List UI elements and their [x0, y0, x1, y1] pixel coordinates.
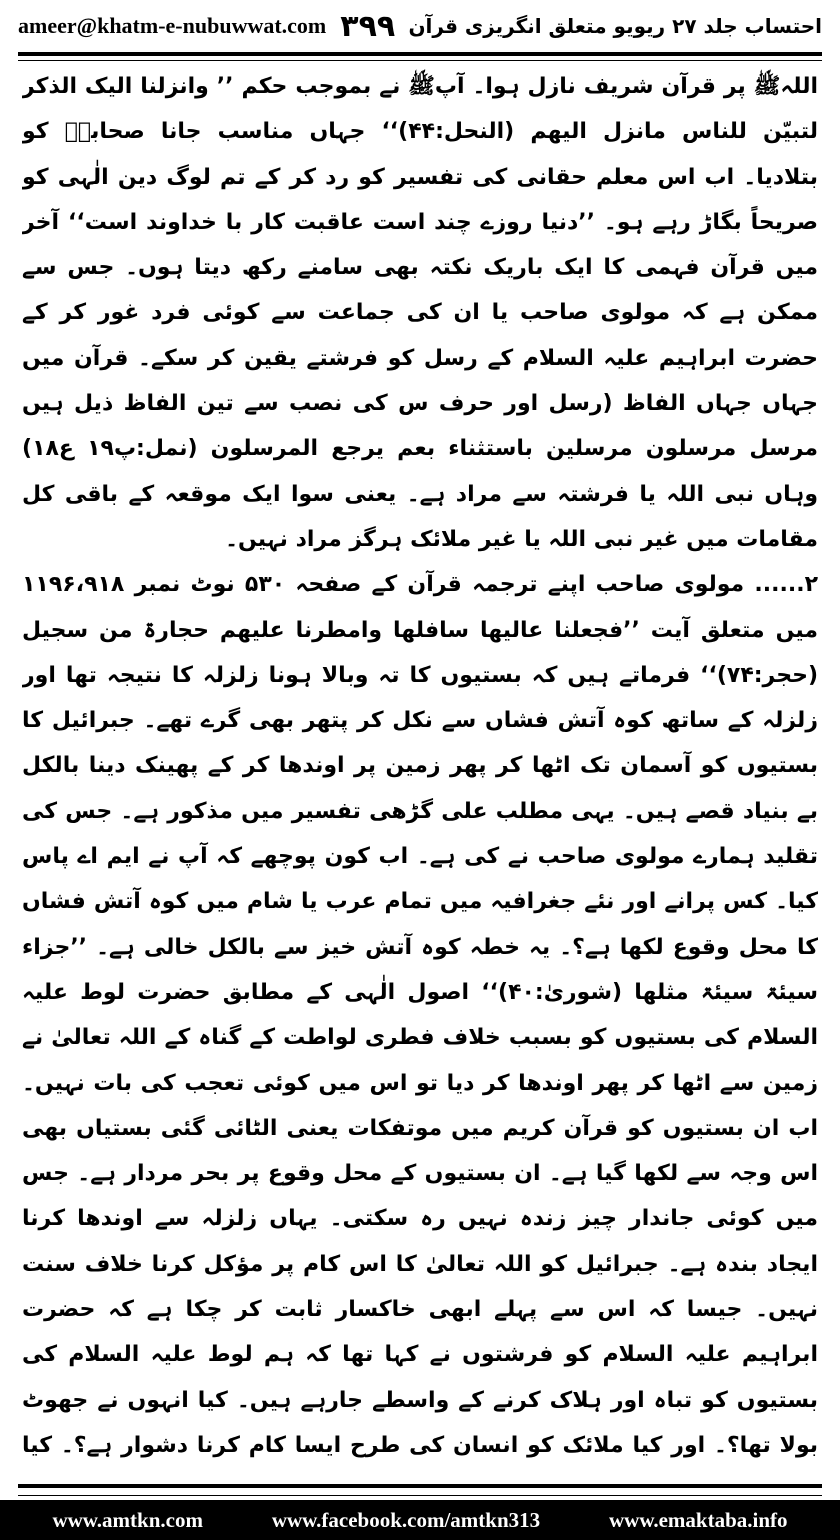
paragraph-1: اللہﷺ پر قرآن شریف نازل ہوا۔ آپﷺ نے بموجب حکم ’’ وانزلنا الیک الذکر لتبیّن للناس مانزل الیھم (النحل:۴۴)‘‘ جہاں مناسب جانا صحابہؓ کو بتلادیا۔ اب اس معلم حقانی کی تفسیر کو رد کر کے تم لوگ دین الٰہی کو صریحاً بگاڑ رہے ہو۔ ’’دنیا روزے چند است عاقبت کار با خداوند است‘‘ آخر میں قرآن فہمی کا ایک باریک نکتہ بھی سامنے رکھ دیتا ہوں۔ جس سے ممکن ہے کہ مولوی صاحب یا ان کی جماعت سے کوئی فرد غور کر کے حضرت ابراہیم علیہ السلام کے رسل کو فرشتے یقین کر سکے۔ قرآن میں جہاں جہاں الفاظ (رسل اور حرف س کی نصب سے تین الفاظ ذیل ہیں مرسل مرسلون مرسلین باستثناء بعم یرجع المرسلون (نمل:پ۱۹ ع۱۸) وہاں نبی اللہ یا فرشتہ سے مراد ہے۔ یعنی سوا ایک موقعہ کے باقی کل مقامات میں غیر نبی اللہ یا غیر ملائک ہرگز مراد نہیں۔ [22, 74, 818, 552]
footer-link-facebook[interactable]: www.facebook.com/amtkn313 [271, 1507, 541, 1532]
page-footer [0, 1500, 840, 1540]
header-email[interactable]: ameer@khatm-e-nubuwwat.com [18, 13, 327, 38]
footer-link-amtkn[interactable]: www.amtkn.com [52, 1507, 203, 1532]
page-number: ۳۹۹ [340, 8, 396, 44]
footer-rule [18, 1484, 822, 1488]
footer-link-emaktaba[interactable]: www.emaktaba.info [609, 1507, 788, 1532]
page-body [22, 64, 818, 1474]
paragraph-2: ۲...... مولوی صاحب اپنے ترجمہ قرآن کے صفحہ ۵۳۰ نوٹ نمبر ۱۱۹۶،۹۱۸ میں متعلق آیت ’’فجعلنا عالیھا سافلھا وامطرنا علیھم حجارۃ من سجیل (حجر:۷۴)‘‘ فرماتے ہیں کہ بستیوں کا تہ وبالا ہونا زلزلہ کا نتیجہ تھا اور زلزلہ کے ساتھ کوہ آتش فشاں سے نکل کر پتھر بھی گرے تھے۔ جبرائیل کا بستیوں کو آسمان تک اٹھا کر پھر زمین پر اوندھا کر کے پھینک دینا بالکل بے بنیاد قصے ہیں۔ یہی مطلب علی گڑھی تفسیر میں مذکور ہے۔ جس کی تقلید ہمارے مولوی صاحب نے کی ہے۔ اب کون پوچھے کہ آپ نے ایم اے پاس کیا۔ کس پرانے اور نئے جغرافیہ میں تمام عرب یا شام میں کوہ آتش فشاں کا محل وقوع لکھا ہے؟۔ یہ خطہ کوہ آتش خیز سے بالکل خالی ہے۔ ’’جزاء سیئۃ سیئۃ مثلھا (شوریٰ:۴۰)‘‘ اصول الٰہی کے مطابق حضرت لوط علیہ السلام کی بستیوں کو بسبب خلاف فطری لواطت کے گناہ کے اللہ تعالیٰ نے زمین سے اٹھا کر پھر اوندھا کر دیا تو اس میں کوئی تعجب کی بات نہیں۔ اب ان بستیوں کو قرآن کریم میں موتفکات یعنی الٹائی گئی بستیاں بھی اس وجہ سے لکھا گیا ہے۔ ان بستیوں کے محل وقوع پر بحر مردار ہے۔ جس میں کوئی جاندار چیز زندہ نہیں رہ سکتی۔ یہاں زلزلہ سے اوندھا کرنا ایجاد بندہ ہے۔ جبرائیل کو اللہ تعالیٰ کا اس کام پر مؤکل کرنا خلاف سنت نہیں۔ جیسا کہ اس سے پہلے ابھی خاکسار ثابت کر چکا ہے کہ حضرت ابراہیم علیہ السلام کو فرشتوں نے کہا تھا کہ ہم لوط علیہ السلام کی بستیوں کو تباہ اور ہلاک کرنے کے واسطے جارہے ہیں۔ کیا انہوں نے جھوٹ بولا تھا؟۔ اور کیا ملائک کو انسان کی طرح ایسا کام کرنا دشوار ہے؟۔ کیا [22, 572, 818, 1458]
header-title: احتساب جلد ۲۷ ریویو متعلق انگریزی قرآن [408, 14, 822, 38]
footer-rule-thin [18, 1495, 822, 1496]
header-left [18, 9, 395, 44]
header-rule-thin [18, 60, 822, 61]
page-header [18, 6, 822, 46]
header-rule [18, 52, 822, 56]
